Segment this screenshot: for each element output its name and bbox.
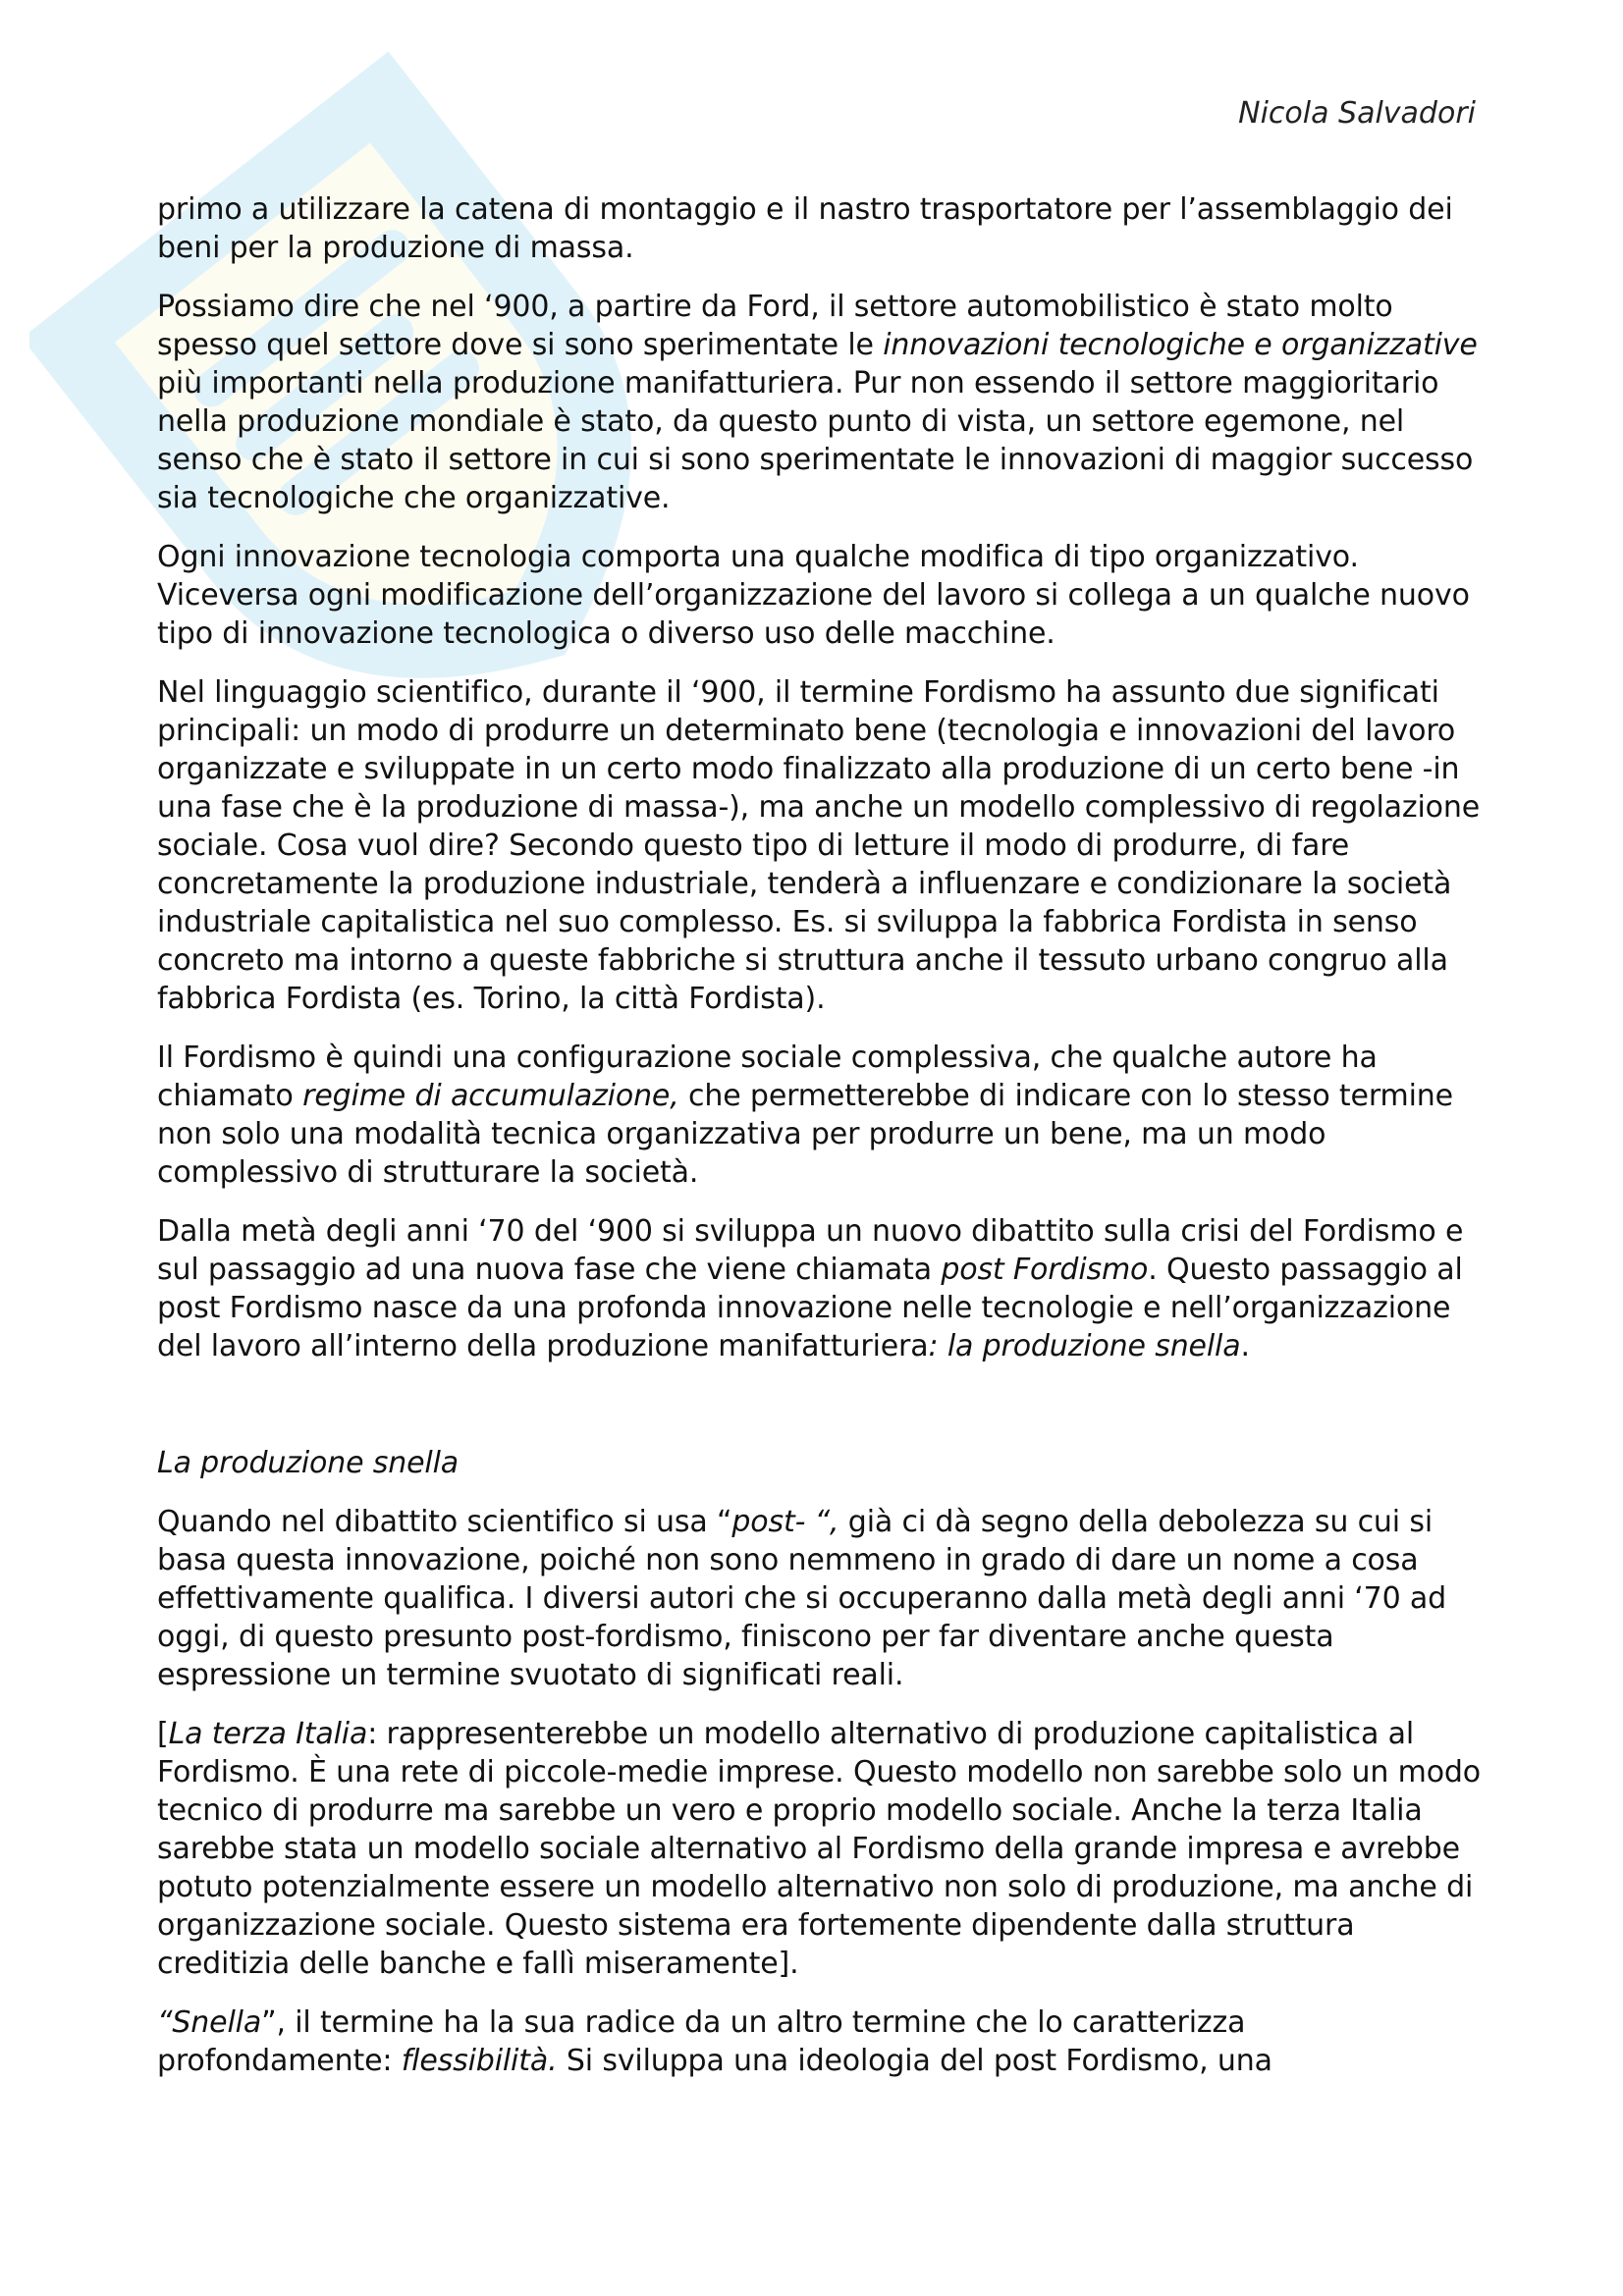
emphasized-text: flessibilità. <box>401 2044 558 2078</box>
emphasized-text: innovazioni tecnologiche e organizzative <box>883 328 1478 362</box>
text-run: . Questo passaggio al post Fordismo nasce da una profonda innovazione nelle tecnologie e nell’organizzazione del lavoro all’interno della produzione manifatturiera <box>157 1253 1463 1363</box>
text-run: Quando nel dibattito scientifico si usa “ <box>157 1505 732 1539</box>
section-title <box>157 1444 1483 1482</box>
paragraph <box>157 190 1483 267</box>
emphasized-text: post- “, <box>731 1505 839 1539</box>
text-run: Ogni innovazione tecnologia comporta una qualche modifica di tipo organizzativo. Viceversa ogni modificazione dell’organizzazione del lavoro si collega a un qualche nuovo tipo di innovazione tecnologica o diverso uso delle macchine. <box>157 540 1470 651</box>
paragraph <box>157 2003 1483 2080</box>
emphasized-text: : la produzione snella <box>928 1329 1241 1363</box>
text-run: ”, il termine ha la sua radice da un altro termine che lo caratterizza profondamente: <box>157 2005 1246 2078</box>
emphasized-text: regime di accumulazione, <box>302 1079 679 1113</box>
text-run: Dalla metà degli anni ‘70 del ‘900 si sviluppa un nuovo dibattito sulla crisi del Fordismo e sul passaggio ad una nuova fase che viene chiamata <box>157 1214 1464 1287</box>
text-run: che permetterebbe di indicare con lo stesso termine non solo una modalità tecnica organizzativa per produrre un bene, ma un modo complessivo di strutturare la società. <box>157 1079 1453 1190</box>
text-run: La produzione snella <box>157 1446 460 1480</box>
header-author: Nicola Salvadori <box>1238 96 1476 131</box>
text-run: [ <box>157 1717 169 1751</box>
paragraph <box>157 673 1483 1018</box>
text-run: più importanti nella produzione manifatturiera. Pur non essendo il settore maggioritario nella produzione mondiale è stato, da questo punto di vista, un settore egemone, nel senso che è stato il settore in cui si sono sperimentate le innovazioni di maggior successo sia tecnologiche che organizzative. <box>157 366 1474 515</box>
document-body <box>157 190 1483 2101</box>
text-run: Il Fordismo è quindi una configurazione sociale complessiva, che qualche autore ha chiamato <box>157 1041 1378 1113</box>
emphasized-text: La terza Italia <box>168 1717 368 1751</box>
text-run: Possiamo dire che nel ‘900, a partire da Ford, il settore automobilistico è stato molto spesso quel settore dove si sono sperimentate le <box>157 290 1393 362</box>
paragraph <box>157 1503 1483 1694</box>
text-run: Si sviluppa una ideologia del post Fordismo, una <box>557 2044 1272 2078</box>
paragraph <box>157 1715 1483 1983</box>
text-run: Nel linguaggio scientifico, durante il ‘900, il termine Fordismo ha assunto due significati principali: un modo di produrre un determinato bene (tecnologia e innovazioni del lavoro organizzate e sviluppate in un certo modo finalizzato alla produzione di un certo bene -in una fase che è la produzione di massa-), ma anche un modello complessivo di regolazione sociale. Cosa vuol dire? Secondo questo tipo di letture il modo di produrre, di fare concretamente la produzione industriale, tenderà a influenzare e condizionare la società industriale capitalistica nel suo complesso. Es. si sviluppa la fabbrica Fordista in senso concreto ma intorno a queste fabbriche si struttura anche il tessuto urbano congruo alla fabbrica Fordista (es. Torino, la città Fordista). <box>157 675 1481 1016</box>
paragraph <box>157 1212 1483 1365</box>
text-run: . <box>1240 1329 1250 1363</box>
paragraph <box>157 288 1483 517</box>
paragraph <box>157 1039 1483 1192</box>
emphasized-text: “Snella <box>157 2005 262 2040</box>
text-run: primo a utilizzare la catena di montaggio e il nastro trasportatore per l’assemblaggio dei beni per la produzione di massa. <box>157 192 1453 265</box>
text-run: già ci dà segno della debolezza su cui si basa questa innovazione, poiché non sono nemmeno in grado di dare un nome a cosa effettivamente qualifica. I diversi autori che si occuperanno dalla metà degli anni ‘70 ad oggi, di questo presunto post-fordismo, finiscono per far diventare anche questa espressione un termine svuotato di significati reali. <box>157 1505 1447 1692</box>
text-run: : rappresenterebbe un modello alternativo di produzione capitalistica al Fordismo. È una rete di piccole-medie imprese. Questo modello non sarebbe solo un modo tecnico di produrre ma sarebbe un vero e proprio modello sociale. Anche la terza Italia sarebbe stata un modello sociale alternativo al Fordismo della grande impresa e avrebbe potuto potenzialmente essere un modello alternativo non solo di produzione, ma anche di organizzazione sociale. Questo sistema era fortemente dipendente dalla struttura creditizia delle banche e fallì miseramente]. <box>157 1717 1481 1981</box>
emphasized-text: post Fordismo <box>941 1253 1149 1287</box>
paragraph <box>157 538 1483 653</box>
